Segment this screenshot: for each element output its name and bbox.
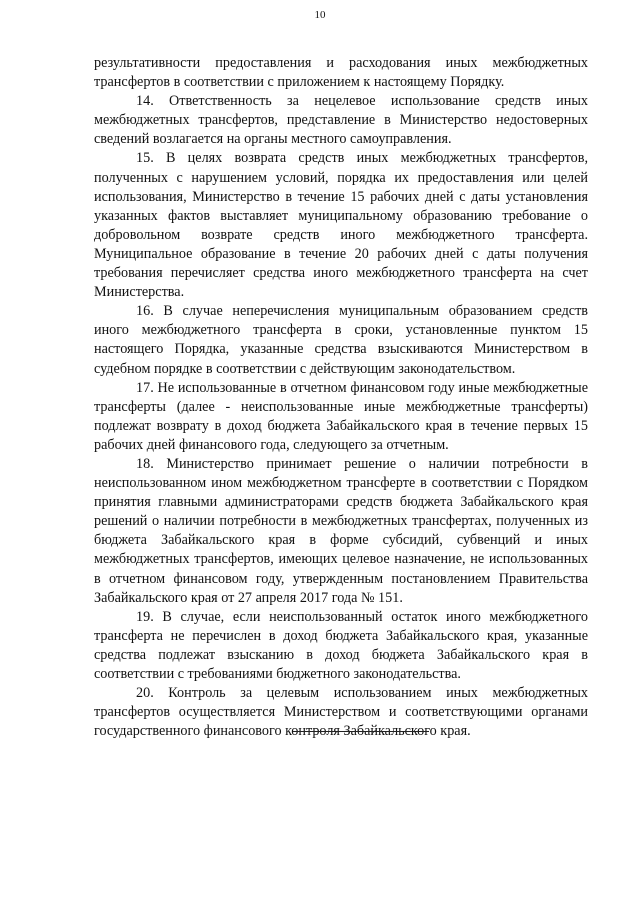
page-number: 10 (314, 9, 326, 21)
document-body (94, 54, 588, 741)
paragraph-20: 20. Контроль за целевым использованием иных межбюджетных трансфертов осуществляется Министерством и соответствующими органами государственного финансового контроля Забайкальского края. (94, 685, 588, 740)
paragraph-17: 17. Не использованные в отчетном финансовом году иные межбюджетные трансферты (далее - неиспользованные иные межбюджетные трансферты) подлежат возврату в доход бюджета Забайкальского края в течение первых 15 рабочих дней финансового года, следующего за отчетным. (94, 379, 588, 453)
paragraph-19: 19. В случае, если неиспользованный остаток иного межбюджетного трансферта не перечислен в доход бюджета Забайкальского края, указанные средства подлежат взысканию в доход бюджета Забайкальского края в соответствии с требованиями бюджетного законодательства. (94, 608, 588, 682)
end-divider-line (293, 731, 429, 732)
paragraph-14: 14. Ответственность за нецелевое использование средств иных межбюджетных трансфертов, представление в Министерство недостоверных сведений возлагается на органы местного самоуправления. (94, 93, 588, 148)
paragraph-18: 18. Министерство принимает решение о наличии потребности в неиспользованном ином межбюджетном трансферте в соответствии с Порядком принятия главными администраторами средств бюджета Забайкальского края решений о наличии потребности в межбюджетных трансфертах, полученных из бюджета Забайкальского края в форме субсидий, субвенций и иных межбюджетных трансфертов, имеющих целевое назначение, не использованных в отчетном финансовом году, утвержденным постановлением Правительства Забайкальского края от 27 апреля 2017 года № 151. (94, 455, 588, 606)
paragraph-15: 15. В целях возврата средств иных межбюджетных трансфертов, полученных с нарушением условий, порядка их предоставления или целей использования, Министерство в течение 15 рабочих дней с даты установления указанных фактов выставляет муниципальному образованию требование о добровольном возврате средств иного межбюджетного трансферта. Муниципальное образование в течение 20 рабочих дней с даты получения требования перечисляет средства иного межбюджетного трансферта на счет Министерства. (94, 150, 588, 301)
paragraph-continuation: результативности предоставления и расходования иных межбюджетных трансфертов в соответствии с приложением к настоящему Порядку. (94, 55, 588, 91)
paragraph-16: 16. В случае неперечисления муниципальным образованием средств иного межбюджетного трансферта в сроки, установленные пунктом 15 настоящего Порядка, указанные средства взыскиваются Министерством в судебном порядке в соответствии с действующим законодательством. (94, 303, 588, 377)
